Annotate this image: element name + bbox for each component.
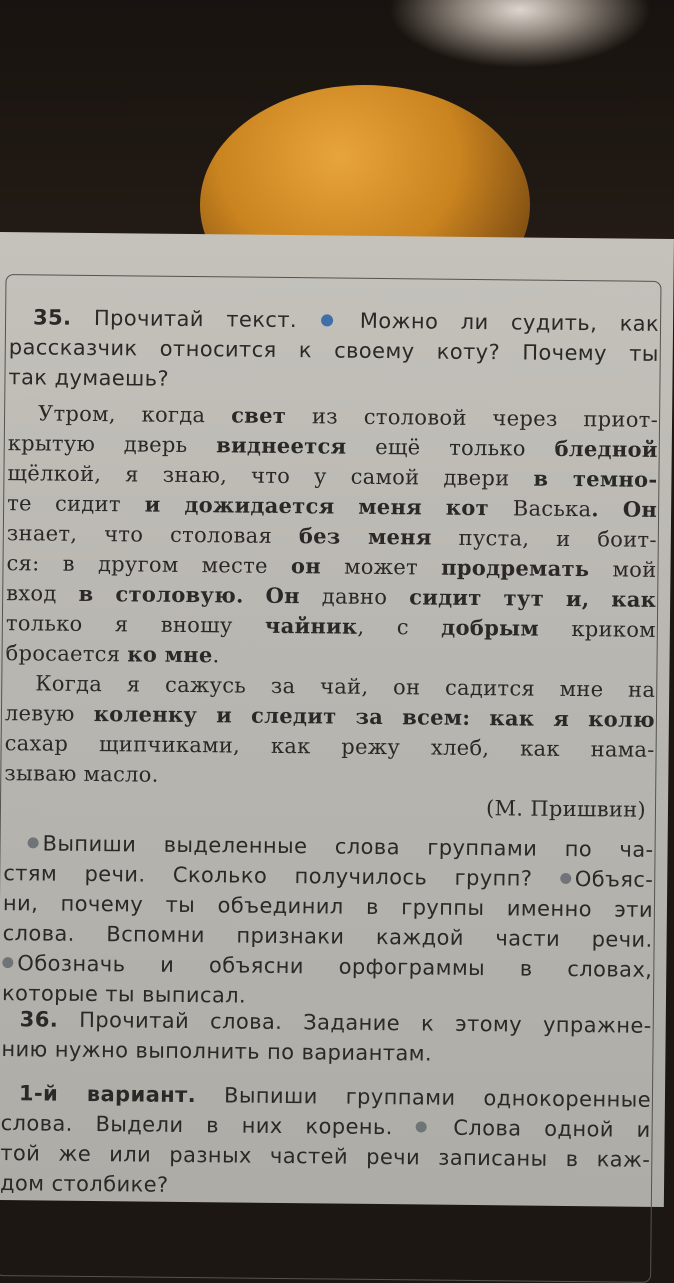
story-fragment: давно [321, 584, 388, 610]
story-fragment: знает, что столовая [6, 521, 300, 549]
story-fragment: пуста, и боит- [431, 525, 657, 552]
highlighted-word: свет [231, 402, 287, 429]
blue-bullet-icon [321, 314, 333, 326]
task-line: так думаешь? [8, 365, 170, 391]
task-line: 35. Прочитай текст. Можно ли судить, как [32, 305, 660, 336]
story-fragment: щёлкой, я знаю, что у самой двери [7, 461, 534, 491]
highlighted-word: в столовую. Он [56, 580, 322, 609]
story-fragment: бросается [5, 641, 128, 667]
question-line: стям речи. Сколько получилось групп? Объяс- [3, 861, 654, 892]
story-fragment: те сидит [7, 491, 121, 517]
textbook-page [0, 232, 674, 1207]
highlighted-word: без меня [298, 523, 432, 550]
variant-line: той же или разных частей речи записаны в каж- [0, 1141, 651, 1172]
variant-1 [0, 1078, 651, 1205]
highlighted-word: . Он [591, 496, 658, 522]
question-line: слова. Вспомни признаки каждой части речи. [2, 921, 653, 952]
question-line: Выпиши выделенные слова группами по ча- [3, 828, 653, 865]
highlighted-word: продремать [441, 554, 590, 582]
grey-bullet-icon [416, 1121, 427, 1132]
highlighted-word: бледной [554, 435, 658, 462]
story-fragment: Когда я сажусь за чай, он садится мне на [35, 671, 656, 702]
task-line: рассказчик относится к своему коту? Почему ты [8, 335, 659, 366]
exercise-number: 36. [19, 1007, 59, 1032]
exercise-number: 35. [32, 305, 72, 330]
grey-bullet-icon [560, 873, 571, 884]
exercise-35-task [8, 302, 659, 399]
exercise-35-questions [2, 828, 654, 1015]
exercise-36 [1, 1004, 652, 1071]
story-fragment: криком [538, 616, 656, 642]
highlighted-word: и дожидается меня кот [120, 491, 513, 521]
highlighted-word: в темно- [533, 465, 658, 492]
story-fragment: только я вношу [5, 611, 266, 638]
exercise-36-line: 36. Прочитай слова. Задание к этому упражне- [19, 1007, 652, 1038]
variant-line: слова. Выдели в них корень. Слова одной и [0, 1111, 651, 1142]
story-fragment: из столовой через приот- [285, 404, 659, 432]
story-fragment: крытую дверь [7, 431, 217, 458]
story-fragment: . [212, 643, 220, 668]
story-fragment: сахар щипчиками, как режу хлеб, как нама- [4, 731, 655, 762]
story-fragment: , с [357, 614, 442, 640]
story-fragment: ся: в другом месте [6, 551, 292, 579]
author: (М. Пришвин) [485, 796, 647, 822]
story-fragment: может [320, 554, 442, 580]
highlighted-word: чайник [264, 612, 358, 639]
variant-label: 1-й вариант. [18, 1081, 197, 1108]
grey-bullet-icon [2, 957, 13, 968]
highlighted-word: сидит тут и, как [387, 584, 657, 612]
question-line: Обозначь и объясни орфограммы в словах, [2, 948, 652, 985]
grey-bullet-icon [28, 837, 39, 848]
highlighted-word: добрым [441, 614, 540, 641]
highlighted-word: коленку и следит за всем: как я колю [74, 700, 656, 732]
story-fragment: Утром, когда [37, 401, 232, 428]
story-fragment: зываю масло. [4, 761, 159, 787]
story-text [4, 398, 658, 795]
exercise-36-line: нию нужно выполнить по вариантам. [1, 1037, 433, 1066]
story-fragment: ещё только [346, 434, 555, 461]
variant-line: 1-й вариант. Выпиши группами однокоренные [18, 1081, 652, 1112]
highlighted-word: виднеется [216, 432, 347, 459]
story-fragment: вход [6, 581, 57, 606]
question-line: ни, почему ты объединил в группы именно эти [2, 891, 654, 922]
story-fragment: левую [4, 701, 75, 726]
question-line: которые ты выписал. [1, 981, 247, 1008]
story-fragment: Васька [512, 496, 592, 522]
highlighted-word: он [290, 553, 322, 579]
highlighted-word: ко мне [127, 641, 213, 668]
story-fragment: мой [589, 557, 657, 582]
variant-line: дом столбике? [0, 1171, 169, 1197]
